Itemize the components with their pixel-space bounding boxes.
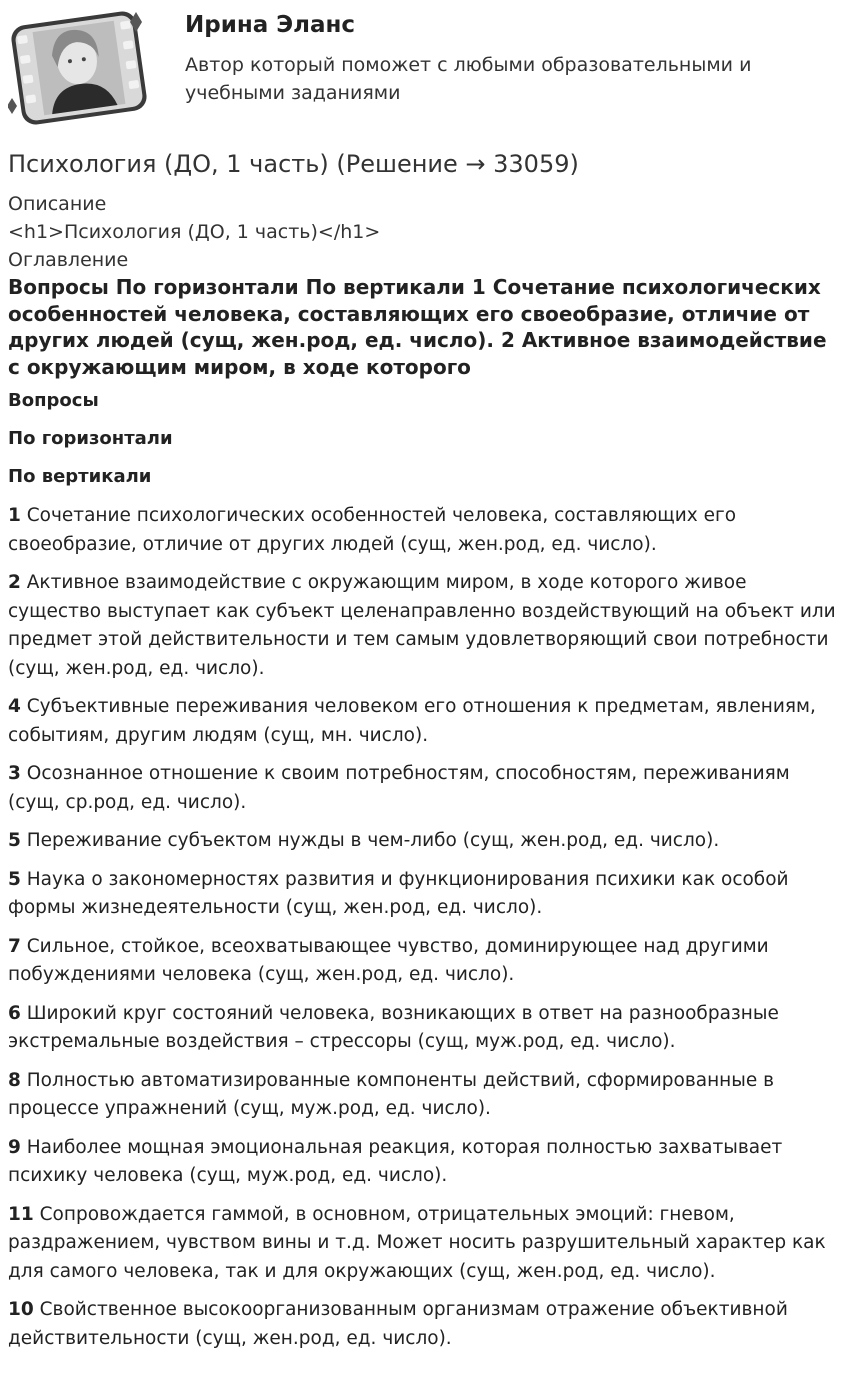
document-title: Психология (ДО, 1 часть) (Решение → 33059) xyxy=(8,150,579,178)
question-number: 4 xyxy=(8,696,21,717)
author-description: Автор который поможет с любыми образовательными и учебными заданиями xyxy=(185,54,752,104)
document-content xyxy=(8,146,840,1363)
h1-raw-text: <h1>Психология (ДО, 1 часть)</h1> xyxy=(8,221,381,243)
section-vertical: По вертикали xyxy=(8,466,152,487)
question-number: 1 xyxy=(8,505,21,526)
section-questions: Вопросы xyxy=(8,390,99,411)
question-text: Переживание субъектом нужды в чем-либо (сущ, жен.род, ед. число). xyxy=(20,830,720,851)
question-text: Наука о закономерностях развития и функционирования психики как особой формы жизнедеятельности (сущ, жен.род, ед. число). xyxy=(8,868,789,918)
question-item xyxy=(8,569,840,683)
author-avatar xyxy=(8,8,150,128)
question-number: 5 xyxy=(8,868,21,890)
question-item xyxy=(8,1296,840,1353)
question-number: 9 xyxy=(8,1136,21,1158)
question-number: 2 xyxy=(8,572,21,593)
question-text: Полностью автоматизированные компоненты действий, сформированные в процессе упражнений (сущ, муж.род, ед. число). xyxy=(8,1069,775,1119)
question-text: Субъективные переживания человеком его отношения к предметам, явлениям, событиям, другим людям (сущ, мн. число). xyxy=(8,696,816,746)
question-item xyxy=(8,1134,840,1191)
question-text: Сильное, стойкое, всеохватывающее чувство, доминирующее над другими побуждениями человека (сущ, жен.род, ед. число). xyxy=(8,935,769,985)
question-item xyxy=(8,933,840,990)
question-text: Сочетание психологических особенностей человека, составляющих его своеобразие, отличие от других людей (сущ, жен.род, ед. число). xyxy=(8,505,737,555)
toc-label: Оглавление xyxy=(8,249,129,271)
question-text: Свойственное высокоорганизованным организмам отражение объективной действительности (сущ, жен.род, ед. число). xyxy=(8,1299,788,1349)
question-item xyxy=(8,693,840,750)
question-text: Широкий круг состояний человека, возникающих в ответ на разнообразные экстремальные воздействия – стрессоры (сущ, муж.род, ед. число). xyxy=(8,1002,779,1052)
question-item xyxy=(8,827,840,856)
question-number: 3 xyxy=(8,763,21,784)
question-text: Осознанное отношение к своим потребностям, способностям, переживаниям (сущ, ср.род, ед. число). xyxy=(8,763,790,813)
question-item xyxy=(8,1067,840,1124)
question-item xyxy=(8,502,840,559)
question-item xyxy=(8,866,840,923)
document-summary: Вопросы По горизонтали По вертикали 1 Сочетание психологических особенностей человека, составляющих его своеобразие, отличие от других людей (сущ, жен.род, ед. число). 2 Активное взаимодействие с окружающим миром, в ходе которого xyxy=(8,275,827,379)
section-horizontal: По горизонтали xyxy=(8,428,173,449)
author-name: Ирина Эланс xyxy=(185,12,356,38)
question-item xyxy=(8,1000,840,1057)
question-text: Наиболее мощная эмоциональная реакция, которая полностью захватывает психику человека (сущ, муж.род, ед. число). xyxy=(8,1136,783,1186)
question-number: 6 xyxy=(8,1002,21,1024)
question-number: 8 xyxy=(8,1069,21,1091)
question-item xyxy=(8,760,840,817)
question-number: 7 xyxy=(8,935,21,957)
question-number: 10 xyxy=(8,1299,34,1320)
question-item xyxy=(8,1201,840,1287)
question-number: 5 xyxy=(8,830,21,851)
question-text: Активное взаимодействие с окружающим миром, в ходе которого живое существо выступает как субъект целенаправленно воздействующий на объект или предмет этой действительности и тем самым удовлетворяющий свои потребности (сущ, жен.род, ед. число). xyxy=(8,572,836,679)
author-header xyxy=(8,8,838,128)
question-number: 11 xyxy=(8,1203,34,1225)
description-label: Описание xyxy=(8,193,107,215)
question-text: Сопровождается гаммой, в основном, отрицательных эмоций: гневом, раздражением, чувством вины и т.д. Может носить разрушительный характер как для самого человека, так и для окружающих (сущ, жен.род, ед. число). xyxy=(8,1203,826,1282)
